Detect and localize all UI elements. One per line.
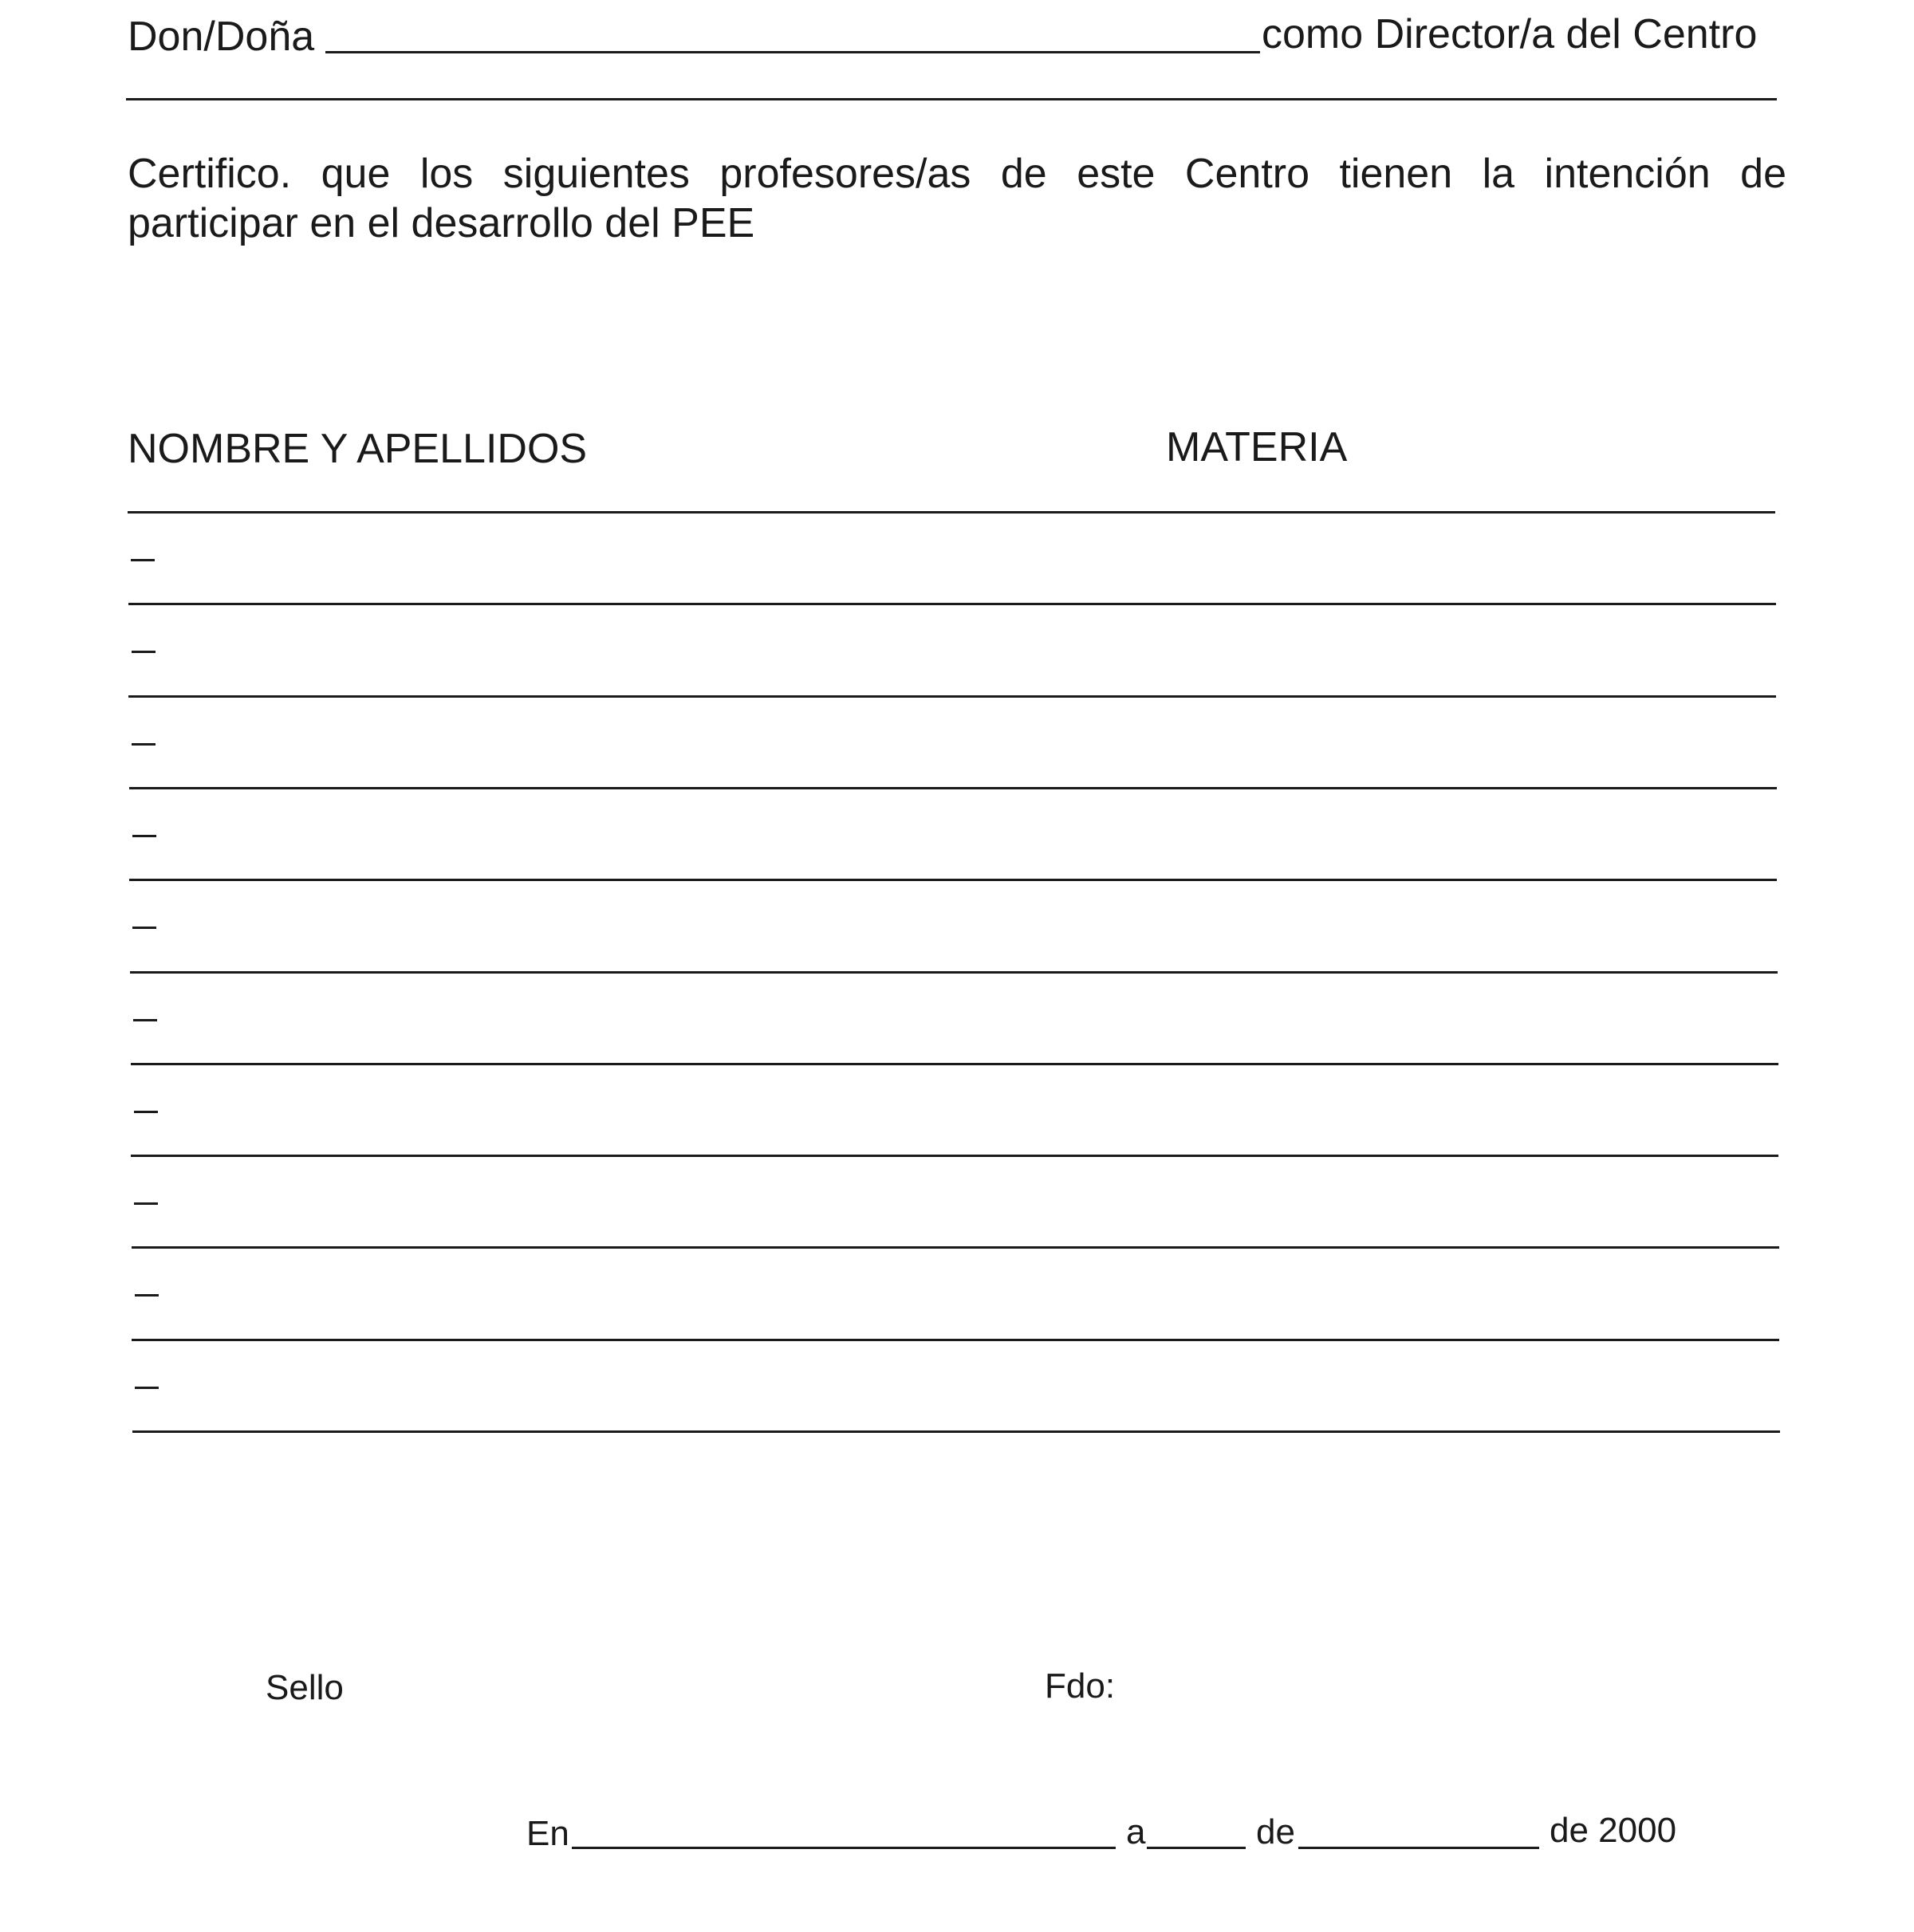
column-header-subject: MATERIA xyxy=(1166,424,1348,470)
place-field[interactable] xyxy=(572,1847,1116,1849)
row-dash xyxy=(132,835,156,837)
row-dash xyxy=(133,1019,157,1021)
don-name-field[interactable] xyxy=(325,51,1260,53)
row-dash xyxy=(134,1111,158,1113)
row-dash xyxy=(132,651,156,653)
table-header-rule xyxy=(128,511,1775,513)
month-field[interactable] xyxy=(1298,1847,1539,1849)
table-row-line[interactable] xyxy=(132,1339,1779,1341)
centro-field[interactable] xyxy=(126,98,1777,100)
don-label: Don/Doña xyxy=(128,14,315,60)
day-field[interactable] xyxy=(1147,1847,1246,1849)
director-label: como Director/a del Centro xyxy=(1262,11,1758,57)
seal-label: Sello xyxy=(266,1668,344,1707)
table-row-line[interactable] xyxy=(129,787,1777,789)
row-dash xyxy=(135,1387,159,1389)
certification-line-1: Certifico. que los siguientes profesores/as de este Centro tienen la intención de xyxy=(128,151,1786,197)
month-label: de xyxy=(1256,1812,1295,1851)
signed-label: Fdo: xyxy=(1045,1666,1116,1706)
table-row-line[interactable] xyxy=(131,1063,1778,1065)
certification-line-2: participar en el desarrollo del PEE xyxy=(128,200,755,246)
table-row-line[interactable] xyxy=(131,1155,1778,1157)
table-row-line[interactable] xyxy=(132,1246,1779,1249)
row-dash xyxy=(134,1202,158,1205)
table-row-line[interactable] xyxy=(128,695,1776,698)
row-dash xyxy=(135,1294,159,1297)
table-row-line[interactable] xyxy=(130,971,1778,974)
table-row-line[interactable] xyxy=(128,603,1776,605)
table-row-line[interactable] xyxy=(132,1430,1780,1433)
row-dash xyxy=(132,743,156,746)
row-dash xyxy=(132,927,156,929)
row-dash xyxy=(131,559,155,561)
place-label: En xyxy=(526,1814,569,1853)
table-row-line[interactable] xyxy=(129,879,1777,881)
year-label: de 2000 xyxy=(1550,1811,1677,1850)
day-label: a xyxy=(1126,1812,1146,1851)
certification-paragraph xyxy=(128,149,1786,248)
column-header-name: NOMBRE Y APELLIDOS xyxy=(128,426,588,472)
